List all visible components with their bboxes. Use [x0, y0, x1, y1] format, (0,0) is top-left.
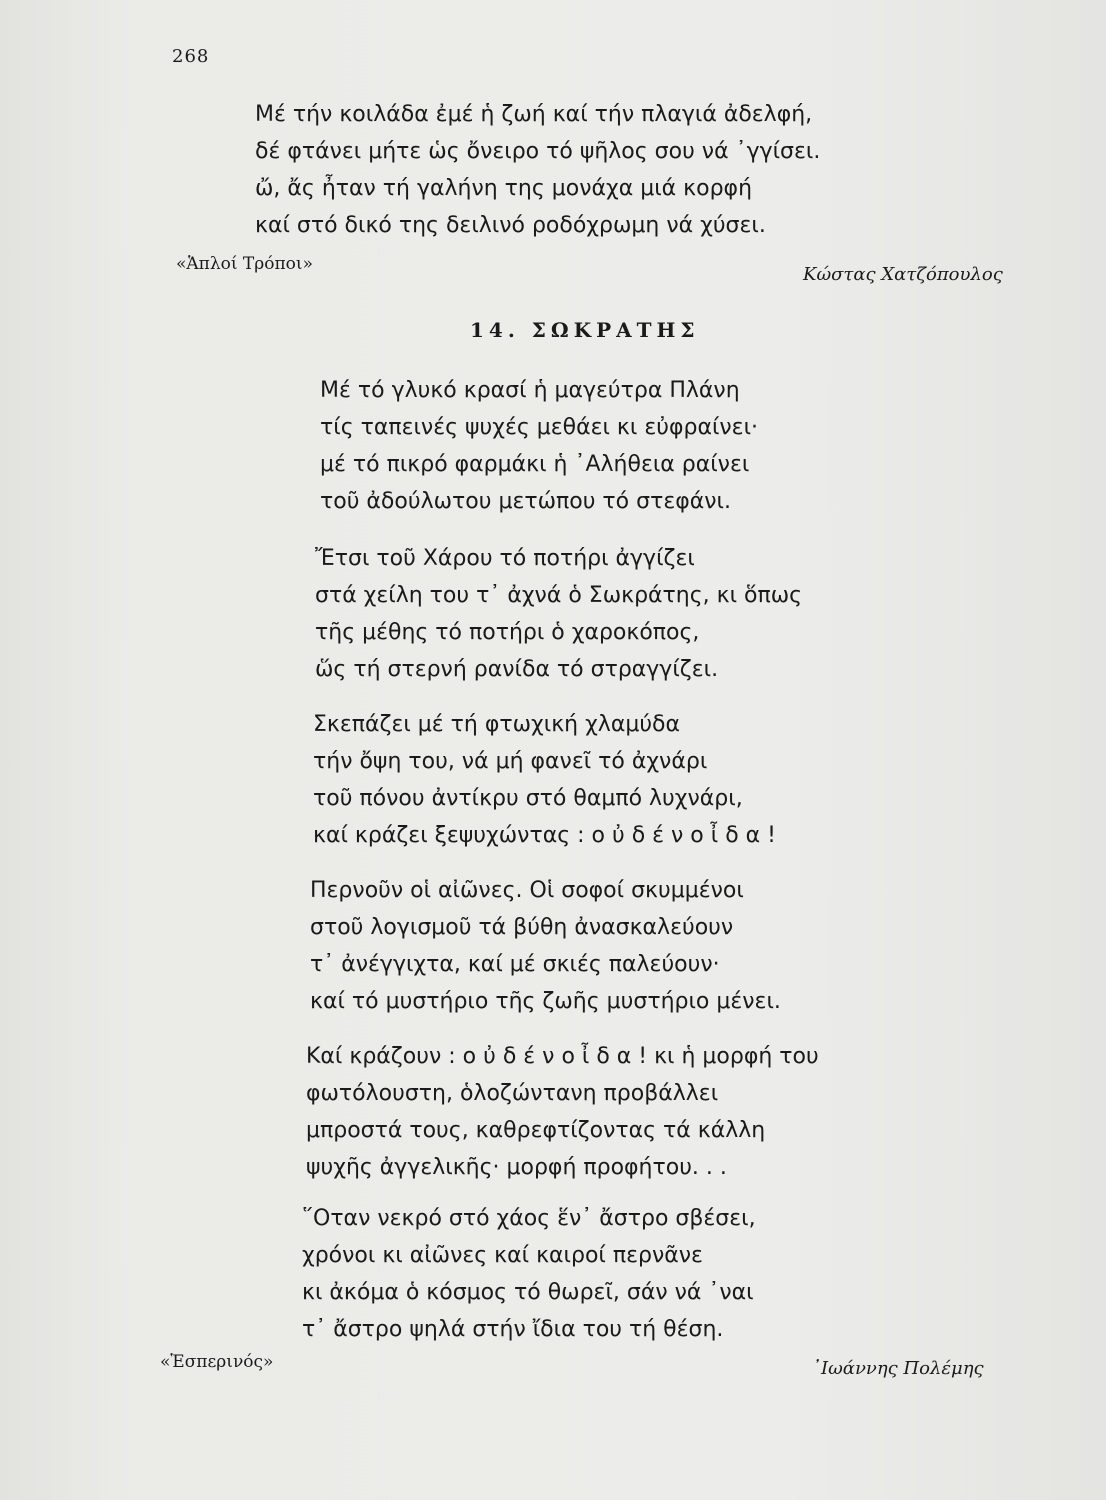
- poem-author: ᾽Ιωάννης Πολέμης: [812, 1358, 984, 1379]
- poem-source: «Ἑσπερινός»: [160, 1352, 274, 1372]
- poem-line: φωτόλουστη, ὁλοζώντανη προβάλλει: [306, 1081, 719, 1106]
- prev-poem-stanza: [255, 96, 820, 244]
- poem-line: στοῦ λογισμοῦ τά βύθη ἀνασκαλεύουν: [310, 915, 734, 940]
- poem-line: ὥς τή στερνή ρανίδα τό στραγγίζει.: [315, 657, 719, 682]
- poem-line: Σκεπάζει μέ τή φτωχική χλαμύδα: [313, 712, 681, 737]
- poem-stanza: [306, 1038, 819, 1186]
- poem-line: Καί κράζουν : ο ὐ δ έ ν ο ἶ δ α ! κι ἡ μορφή του: [306, 1044, 819, 1069]
- poem-stanza: [315, 540, 802, 688]
- poem-stanza: [320, 372, 758, 520]
- poem-line: καί τό μυστήριο τῆς ζωῆς μυστήριο μένει.: [310, 989, 781, 1014]
- poem-line: τ᾽ ἀνέγγιχτα, καί μέ σκιές παλεύουν·: [310, 952, 720, 977]
- poem-line: ὤ, ἄς ἦταν τή γαλήνη της μονάχα μιά κορφή: [255, 176, 753, 201]
- poem-line: τοῦ ἀδούλωτου μετώπου τό στεφάνι.: [320, 489, 731, 514]
- poem-line: κι ἀκόμα ὁ κόσμος τό θωρεῖ, σάν νά ᾽ναι: [302, 1280, 754, 1305]
- poem-line: τίς ταπεινές ψυχές μεθάει κι εὐφραίνει·: [320, 415, 759, 440]
- poem-stanza: [310, 872, 781, 1020]
- poem-stanza: [302, 1200, 756, 1348]
- poem-line: τ᾽ ἄστρο ψηλά στήν ἴδια του τή θέση.: [302, 1317, 724, 1342]
- poem-line: τῆς μέθης τό ποτήρι ὁ χαροκόπος,: [315, 620, 700, 645]
- poem-line: ῞Οταν νεκρό στό χάος ἕν᾽ ἄστρο σβέσει,: [302, 1206, 756, 1231]
- poem-line: καί κράζει ξεψυχώντας : ο ὐ δ έ ν ο ἶ δ α !: [313, 823, 776, 848]
- poem-line: μπροστά τους, καθρεφτίζοντας τά κάλλη: [306, 1118, 766, 1143]
- poem-line: Περνοῦν οἱ αἰῶνες. Οἱ σοφοί σκυμμένοι: [310, 878, 744, 903]
- poem-line: τήν ὄψη του, νά μή φανεῖ τό ἀχνάρι: [313, 749, 708, 774]
- prev-poem-author: Κώστας Χατζόπουλος: [803, 264, 1003, 285]
- poem-line: τοῦ πόνου ἀντίκρυ στό θαμπό λυχνάρι,: [313, 786, 743, 811]
- page-number: 268: [172, 46, 210, 67]
- poem-line: Ἔτσι τοῦ Χάρου τό ποτήρι ἀγγίζει: [315, 546, 695, 571]
- poem-title: 14. ΣΩΚΡΑΤΗΣ: [470, 318, 700, 342]
- poem-line: καί στό δικό της δειλινό ροδόχρωμη νά χύσει.: [255, 213, 766, 238]
- prev-poem-source: «Ἁπλοί Τρόποι»: [176, 254, 313, 274]
- poem-line: μέ τό πικρό φαρμάκι ἡ ᾽Αλήθεια ραίνει: [320, 452, 750, 477]
- poem-line: στά χείλη του τ᾽ ἀχνά ὁ Σωκράτης, κι ὅπως: [315, 583, 803, 608]
- poem-line: χρόνοι κι αἰῶνες καί καιροί περνᾶνε: [302, 1243, 703, 1268]
- poem-line: ψυχῆς ἀγγελικῆς· μορφή προφήτου. . .: [306, 1155, 727, 1180]
- poem-line: Μέ τό γλυκό κρασί ἡ μαγεύτρα Πλάνη: [320, 378, 740, 403]
- poem-line: Μέ τήν κοιλάδα ἐμέ ἡ ζωή καί τήν πλαγιά ἀδελφή,: [255, 102, 813, 127]
- poem-stanza: [313, 706, 776, 854]
- poem-line: δέ φτάνει μήτε ὡς ὄνειρο τό ψῆλος σου νά ᾽γγίσει.: [255, 139, 821, 164]
